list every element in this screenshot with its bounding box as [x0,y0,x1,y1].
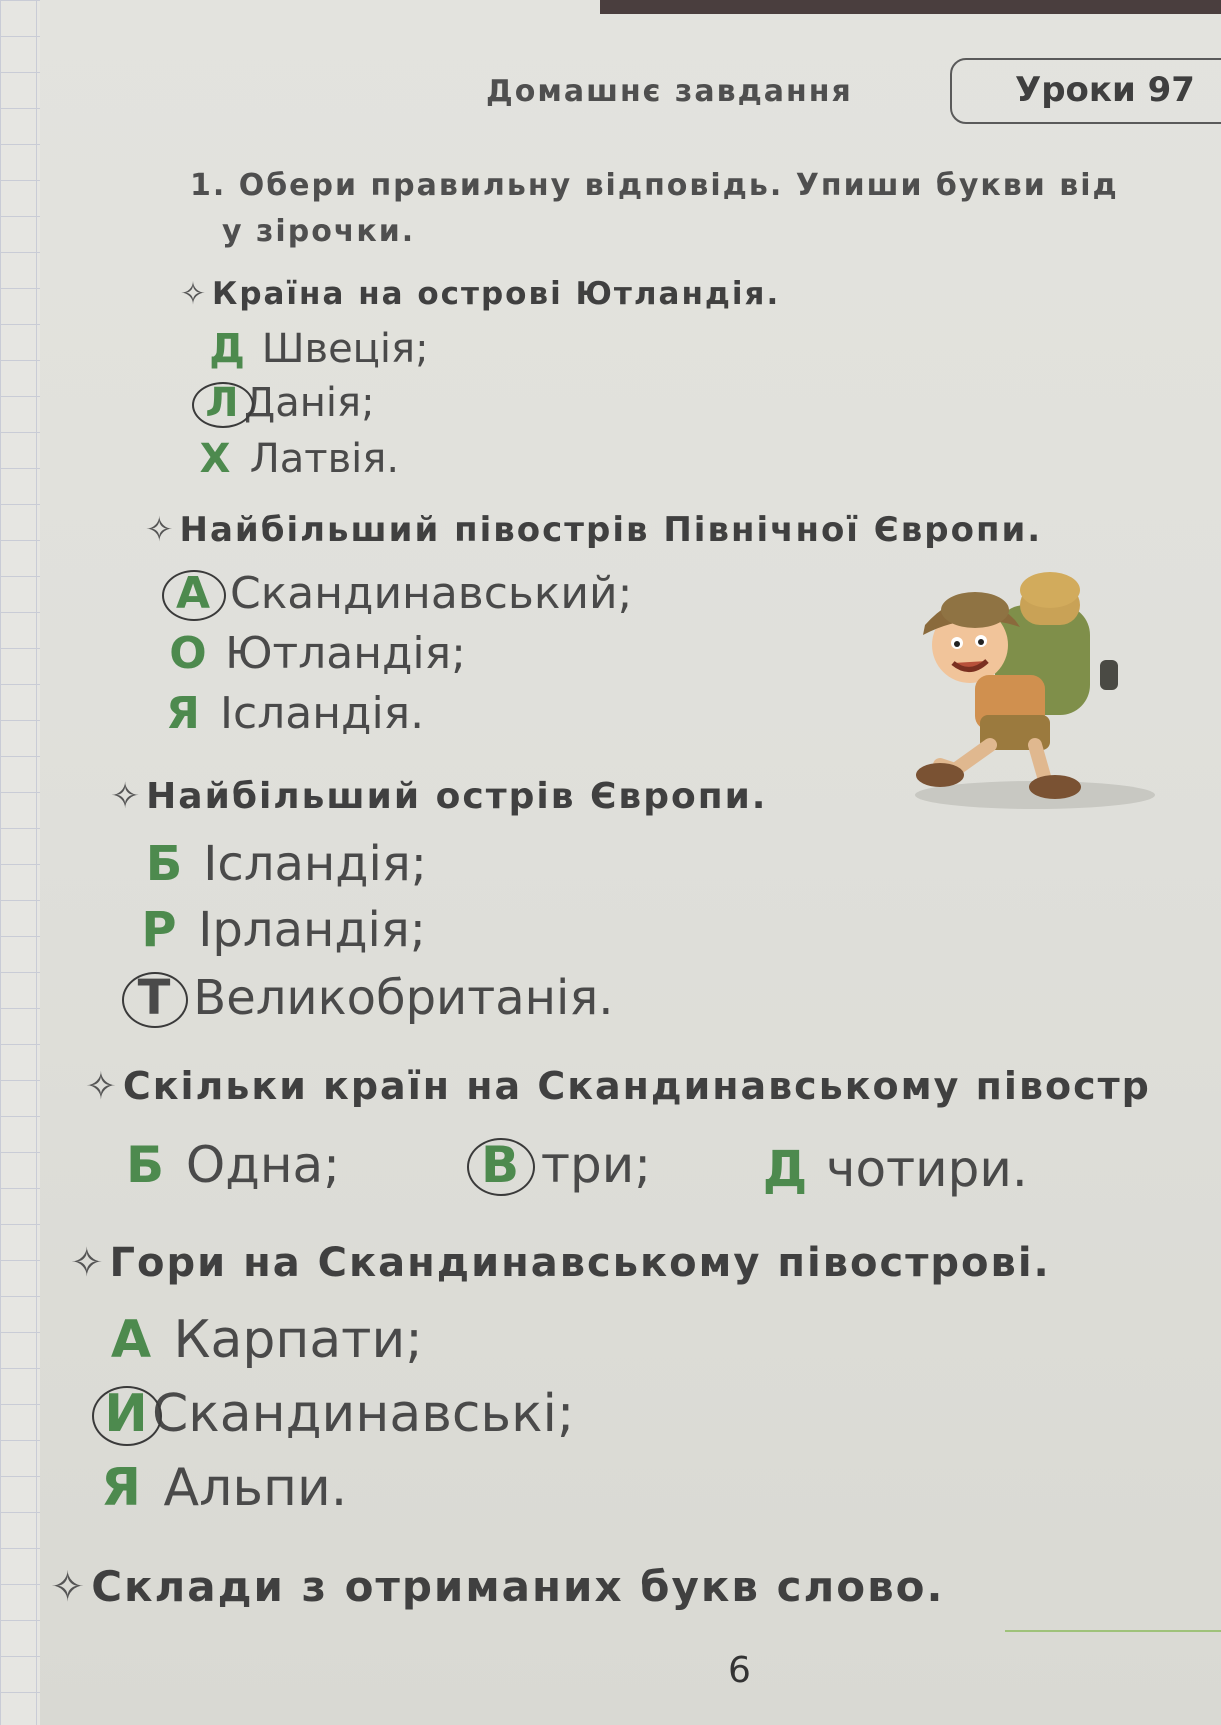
option-q2-a[interactable] [170,568,632,619]
option-text: Скандинавський; [230,568,633,619]
star-icon: ✧ [50,1562,88,1611]
option-letter: Я [100,1458,142,1518]
option-text: Данія; [244,380,375,426]
option-text: Латвія. [249,436,400,482]
option-q5-y[interactable] [100,1384,574,1444]
option-letter-circled: А [170,568,216,619]
option-letter: Д [209,326,245,372]
lesson-label: Уроки 97 [1015,70,1195,110]
question-text: Гори на Скандинавському півострові. [109,1240,1051,1286]
option-text: Великобританія. [193,970,614,1026]
question-1 [180,276,780,312]
option-letter: А [110,1310,152,1370]
option-letter: Б [145,836,183,892]
question-3 [110,776,767,817]
option-letter-circled: Т [130,970,178,1026]
option-letter: Р [141,902,177,958]
task-instruction-line2: у зірочки. [222,214,416,249]
option-q5-a[interactable] [105,1310,423,1370]
question-text: Найбільший півострів Північної Європи. [179,510,1043,550]
option-q1-kh[interactable] [193,436,399,482]
option-q3-b[interactable] [140,836,427,892]
option-text: Альпи. [163,1458,348,1518]
option-q4-d[interactable] [760,1140,1028,1198]
option-q4-b[interactable] [120,1136,340,1194]
option-text: чотири. [825,1140,1028,1198]
option-letter: О [169,628,207,679]
question-text: Скільки країн на Скандинавському півостр [122,1064,1151,1108]
star-icon: ✧ [85,1064,119,1108]
option-q5-ya[interactable] [95,1458,347,1518]
option-text: Ютландія; [225,628,466,679]
option-letter: Х [199,436,231,482]
question-5 [70,1240,1051,1286]
question-text: Країна на острові Ютландія. [211,276,781,312]
option-text: Ісландія. [220,688,425,739]
option-text: Карпати; [173,1310,423,1370]
option-letter: Б [125,1136,165,1194]
star-icon: ✧ [70,1240,106,1286]
star-icon: ✧ [145,510,176,550]
option-letter: Д [762,1140,808,1198]
option-q3-t[interactable] [130,970,613,1026]
hiker-boy-illustration [895,565,1165,815]
option-text: Скандинавські; [152,1384,575,1444]
option-text: Швеція; [261,326,429,372]
option-q3-r[interactable] [135,902,426,958]
option-q2-o[interactable] [165,628,466,679]
option-text: Ісландія; [203,836,427,892]
star-icon: ✧ [110,776,143,817]
option-text: три; [540,1136,652,1194]
question-text: Найбільший острів Європи. [146,776,768,817]
question-6 [50,1562,944,1611]
task-instruction-line1: 1. Обери правильну відповідь. Упиши букви від [190,168,1119,203]
question-2 [145,510,1042,550]
option-q1-d[interactable] [205,326,429,372]
top-edge [600,0,1221,14]
option-letter: Я [166,688,200,739]
page-number: 6 [728,1650,751,1691]
option-letter-circled: И [100,1384,152,1444]
question-4 [85,1064,1151,1108]
header-title: Домашнє завдання [486,74,853,109]
question-text: Склади з отриманих букв слово. [91,1562,945,1611]
option-text: Одна; [185,1136,341,1194]
option-letter-circled: В [475,1136,525,1194]
answer-line[interactable] [1005,1630,1221,1632]
option-q1-l[interactable] [200,380,375,426]
option-letter-circled: Л [200,380,244,426]
option-text: Ірландія; [198,902,426,958]
star-icon: ✧ [180,276,208,312]
option-q2-ya[interactable] [160,688,424,739]
option-q4-v[interactable] [475,1136,651,1194]
